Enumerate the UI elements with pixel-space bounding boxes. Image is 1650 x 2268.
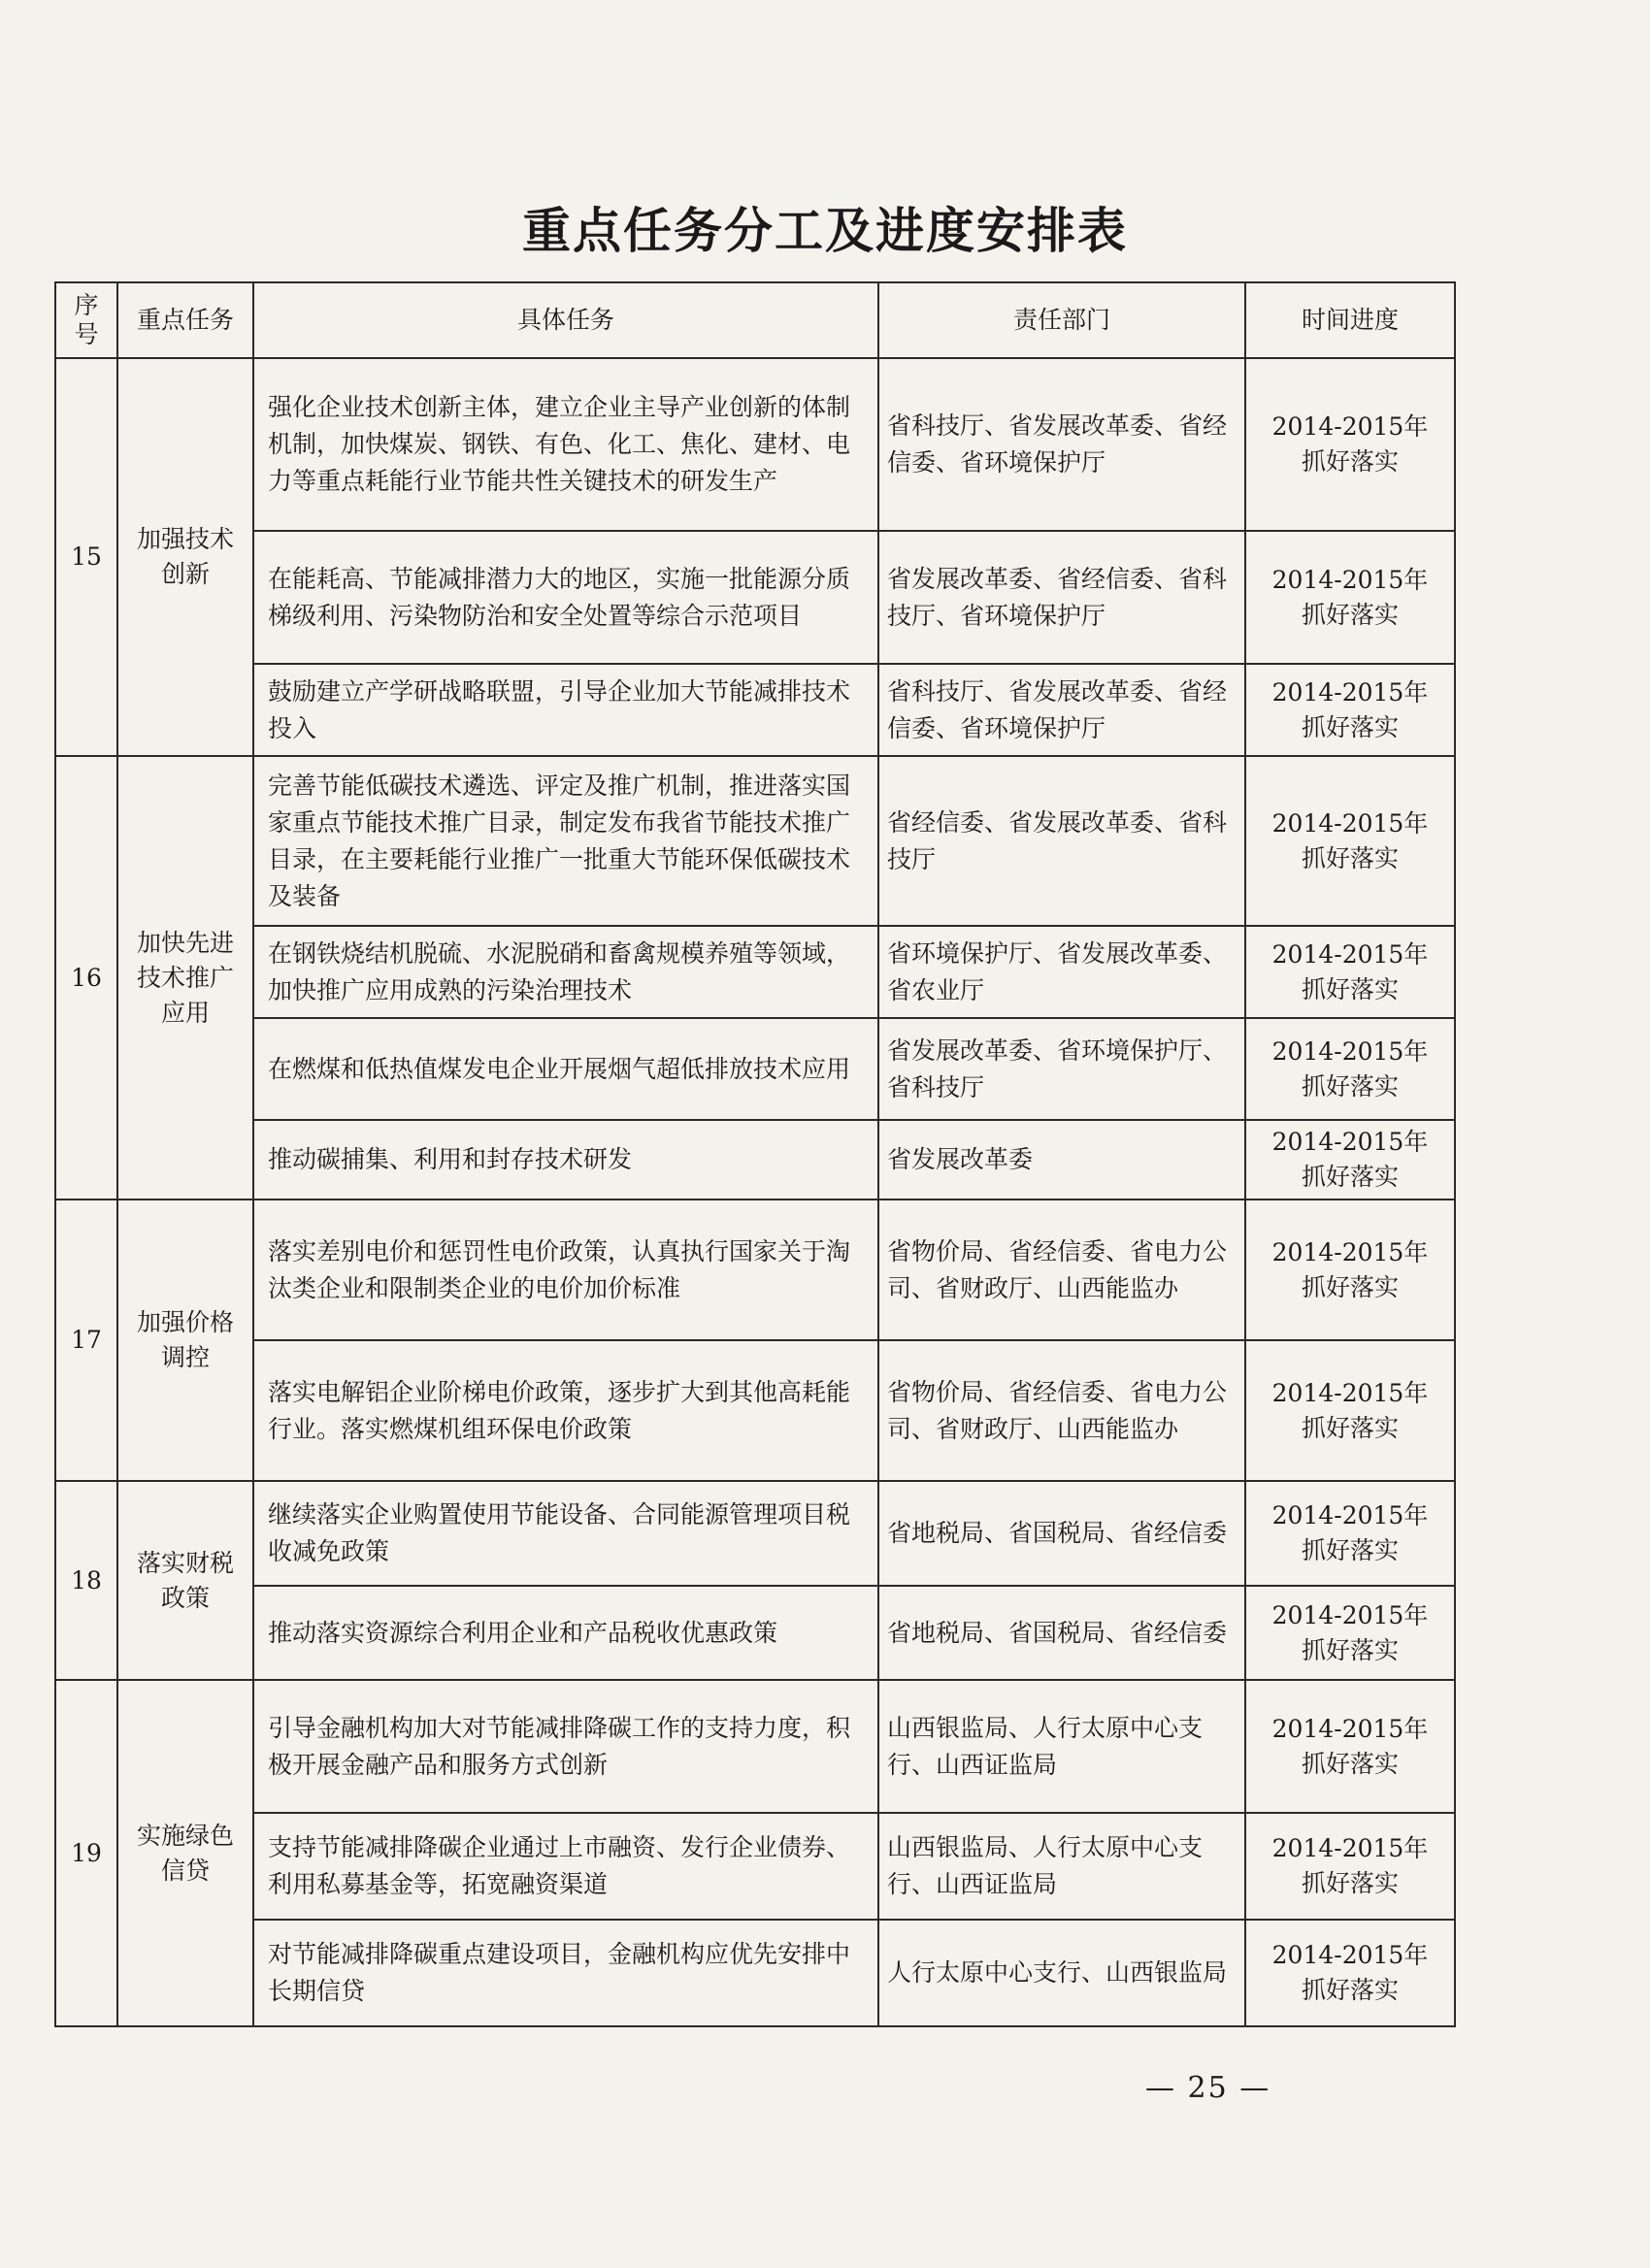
key-task-line: 调控 — [160, 1343, 210, 1371]
header-specific-task: 具体任务 — [253, 282, 878, 358]
key-task-line: 加强技术 — [136, 525, 234, 553]
schedule — [1245, 1813, 1455, 1920]
department: 省发展改革委、省经信委、省科技厅、省环境保护厅 — [878, 531, 1245, 664]
schedule-status: 抓好落实 — [1301, 712, 1399, 741]
key-task-line: 实施绿色 — [136, 1821, 234, 1850]
schedule-period: 2014-2015年 — [1271, 1378, 1429, 1407]
schedule-period: 2014-2015年 — [1271, 808, 1429, 838]
schedule-status: 抓好落实 — [1301, 1536, 1399, 1564]
department: 省环境保护厅、省发展改革委、省农业厅 — [878, 926, 1245, 1018]
schedule-status: 抓好落实 — [1301, 1272, 1399, 1301]
schedule — [1245, 1680, 1455, 1813]
header-no-line2: 号 — [74, 320, 99, 348]
specific-task: 落实差别电价和惩罚性电价政策，认真执行国家关于淘汰类企业和限制类企业的电价加价标准 — [253, 1200, 878, 1340]
specific-task: 在钢铁烧结机脱硫、水泥脱硝和畜禽规模养殖等领域，加快推广应用成熟的污染治理技术 — [253, 926, 878, 1018]
key-task — [117, 1680, 253, 2026]
key-task — [117, 1481, 253, 1680]
schedule-period: 2014-2015年 — [1271, 1237, 1429, 1266]
table-row — [55, 358, 1455, 531]
specific-task: 强化企业技术创新主体，建立企业主导产业创新的体制机制，加快煤炭、钢铁、有色、化工、焦化、建材、电力等重点耗能行业节能共性关键技术的研发生产 — [253, 358, 878, 531]
task-number: 18 — [55, 1481, 117, 1680]
schedule-status: 抓好落实 — [1301, 1163, 1399, 1191]
department: 省发展改革委、省环境保护厅、省科技厅 — [878, 1018, 1245, 1120]
schedule-status: 抓好落实 — [1301, 1071, 1399, 1101]
schedule-period: 2014-2015年 — [1271, 1600, 1429, 1629]
header-schedule: 时间进度 — [1245, 282, 1455, 358]
key-task — [117, 358, 253, 756]
schedule — [1245, 756, 1455, 926]
department: 省地税局、省国税局、省经信委 — [878, 1586, 1245, 1680]
schedule-period: 2014-2015年 — [1271, 939, 1429, 969]
department: 省物价局、省经信委、省电力公司、省财政厅、山西能监办 — [878, 1340, 1245, 1481]
page-number: — 25 — — [1145, 2071, 1271, 2105]
specific-task: 落实电解铝企业阶梯电价政策，逐步扩大到其他高耗能行业。落实燃煤机组环保电价政策 — [253, 1340, 878, 1481]
key-task-line: 创新 — [160, 560, 210, 588]
schedule-status: 抓好落实 — [1301, 600, 1399, 629]
page-title: 重点任务分工及进度安排表 — [522, 203, 1128, 259]
table-row — [55, 1200, 1455, 1340]
header-department: 责任部门 — [878, 282, 1245, 358]
department: 省发展改革委 — [878, 1120, 1245, 1200]
key-task-line: 信贷 — [160, 1856, 210, 1885]
department: 山西银监局、人行太原中心支行、山西证监局 — [878, 1680, 1245, 1813]
key-task-line: 技术推广 — [136, 963, 234, 992]
specific-task: 推动落实资源综合利用企业和产品税收优惠政策 — [253, 1586, 878, 1680]
table-row — [55, 1018, 1455, 1120]
schedule-period: 2014-2015年 — [1271, 1714, 1429, 1743]
schedule — [1245, 358, 1455, 531]
schedule — [1245, 1340, 1455, 1481]
header-no — [55, 282, 117, 358]
specific-task: 对节能减排降碳重点建设项目，金融机构应优先安排中长期信贷 — [253, 1920, 878, 2026]
task-number: 16 — [55, 756, 117, 1200]
department: 人行太原中心支行、山西银监局 — [878, 1920, 1245, 2026]
specific-task: 支持节能减排降碳企业通过上市融资、发行企业债券、利用私募基金等，拓宽融资渠道 — [253, 1813, 878, 1920]
schedule — [1245, 1481, 1455, 1586]
specific-task: 继续落实企业购置使用节能设备、合同能源管理项目税收减免政策 — [253, 1481, 878, 1586]
schedule-period: 2014-2015年 — [1271, 1128, 1429, 1156]
key-task-line: 落实财税 — [136, 1548, 234, 1577]
table-row — [55, 1120, 1455, 1200]
key-task-line: 政策 — [160, 1583, 210, 1612]
table-header-row — [55, 282, 1455, 358]
schedule-status: 抓好落实 — [1301, 1749, 1399, 1778]
table-row — [55, 531, 1455, 664]
schedule-status: 抓好落实 — [1301, 447, 1399, 476]
key-task-line: 加快先进 — [136, 928, 234, 957]
schedule-status: 抓好落实 — [1301, 843, 1399, 872]
schedule — [1245, 1586, 1455, 1680]
key-task-line: 加强价格 — [136, 1308, 234, 1336]
schedule-period: 2014-2015年 — [1271, 412, 1429, 441]
schedule-status: 抓好落实 — [1301, 1635, 1399, 1664]
schedule — [1245, 1920, 1455, 2026]
schedule-status: 抓好落实 — [1301, 1976, 1399, 2004]
department: 省科技厅、省发展改革委、省经信委、省环境保护厅 — [878, 358, 1245, 531]
schedule — [1245, 926, 1455, 1018]
task-number: 15 — [55, 358, 117, 756]
specific-task: 完善节能低碳技术遴选、评定及推广机制，推进落实国家重点节能技术推广目录，制定发布我省节能技术推广目录，在主要耗能行业推广一批重大节能环保低碳技术及装备 — [253, 756, 878, 926]
table-row — [55, 664, 1455, 756]
specific-task: 在能耗高、节能减排潜力大的地区，实施一批能源分质梯级利用、污染物防治和安全处置等综合示范项目 — [253, 531, 878, 664]
table-row — [55, 1586, 1455, 1680]
schedule-status: 抓好落实 — [1301, 974, 1399, 1003]
task-table — [54, 281, 1456, 2027]
schedule — [1245, 664, 1455, 756]
specific-task: 引导金融机构加大对节能减排降碳工作的支持力度，积极开展金融产品和服务方式创新 — [253, 1680, 878, 1813]
table-row — [55, 926, 1455, 1018]
department: 省地税局、省国税局、省经信委 — [878, 1481, 1245, 1586]
specific-task: 推动碳捕集、利用和封存技术研发 — [253, 1120, 878, 1200]
schedule — [1245, 1200, 1455, 1340]
header-no-line1: 序 — [74, 291, 99, 319]
department: 省科技厅、省发展改革委、省经信委、省环境保护厅 — [878, 664, 1245, 756]
schedule — [1245, 1018, 1455, 1120]
schedule-period: 2014-2015年 — [1271, 1834, 1429, 1862]
specific-task: 鼓励建立产学研战略联盟，引导企业加大节能减排技术投入 — [253, 664, 878, 756]
task-number: 17 — [55, 1200, 117, 1481]
task-number: 19 — [55, 1680, 117, 2026]
schedule-period: 2014-2015年 — [1271, 677, 1429, 707]
table-row — [55, 1680, 1455, 1813]
table-row — [55, 1920, 1455, 2026]
key-task-line: 应用 — [160, 998, 210, 1027]
department: 省物价局、省经信委、省电力公司、省财政厅、山西能监办 — [878, 1200, 1245, 1340]
key-task — [117, 756, 253, 1200]
schedule-period: 2014-2015年 — [1271, 1036, 1429, 1066]
header-key-task: 重点任务 — [117, 282, 253, 358]
schedule-period: 2014-2015年 — [1271, 1501, 1429, 1529]
schedule — [1245, 1120, 1455, 1200]
table-row — [55, 756, 1455, 926]
table-row — [55, 1340, 1455, 1481]
schedule-period: 2014-2015年 — [1271, 565, 1429, 594]
key-task — [117, 1200, 253, 1481]
schedule-status: 抓好落实 — [1301, 1413, 1399, 1442]
specific-task: 在燃煤和低热值煤发电企业开展烟气超低排放技术应用 — [253, 1018, 878, 1120]
department: 省经信委、省发展改革委、省科技厅 — [878, 756, 1245, 926]
table-row — [55, 1813, 1455, 1920]
schedule-period: 2014-2015年 — [1271, 1941, 1429, 1969]
table-row — [55, 1481, 1455, 1586]
department: 山西银监局、人行太原中心支行、山西证监局 — [878, 1813, 1245, 1920]
schedule — [1245, 531, 1455, 664]
schedule-status: 抓好落实 — [1301, 1869, 1399, 1897]
